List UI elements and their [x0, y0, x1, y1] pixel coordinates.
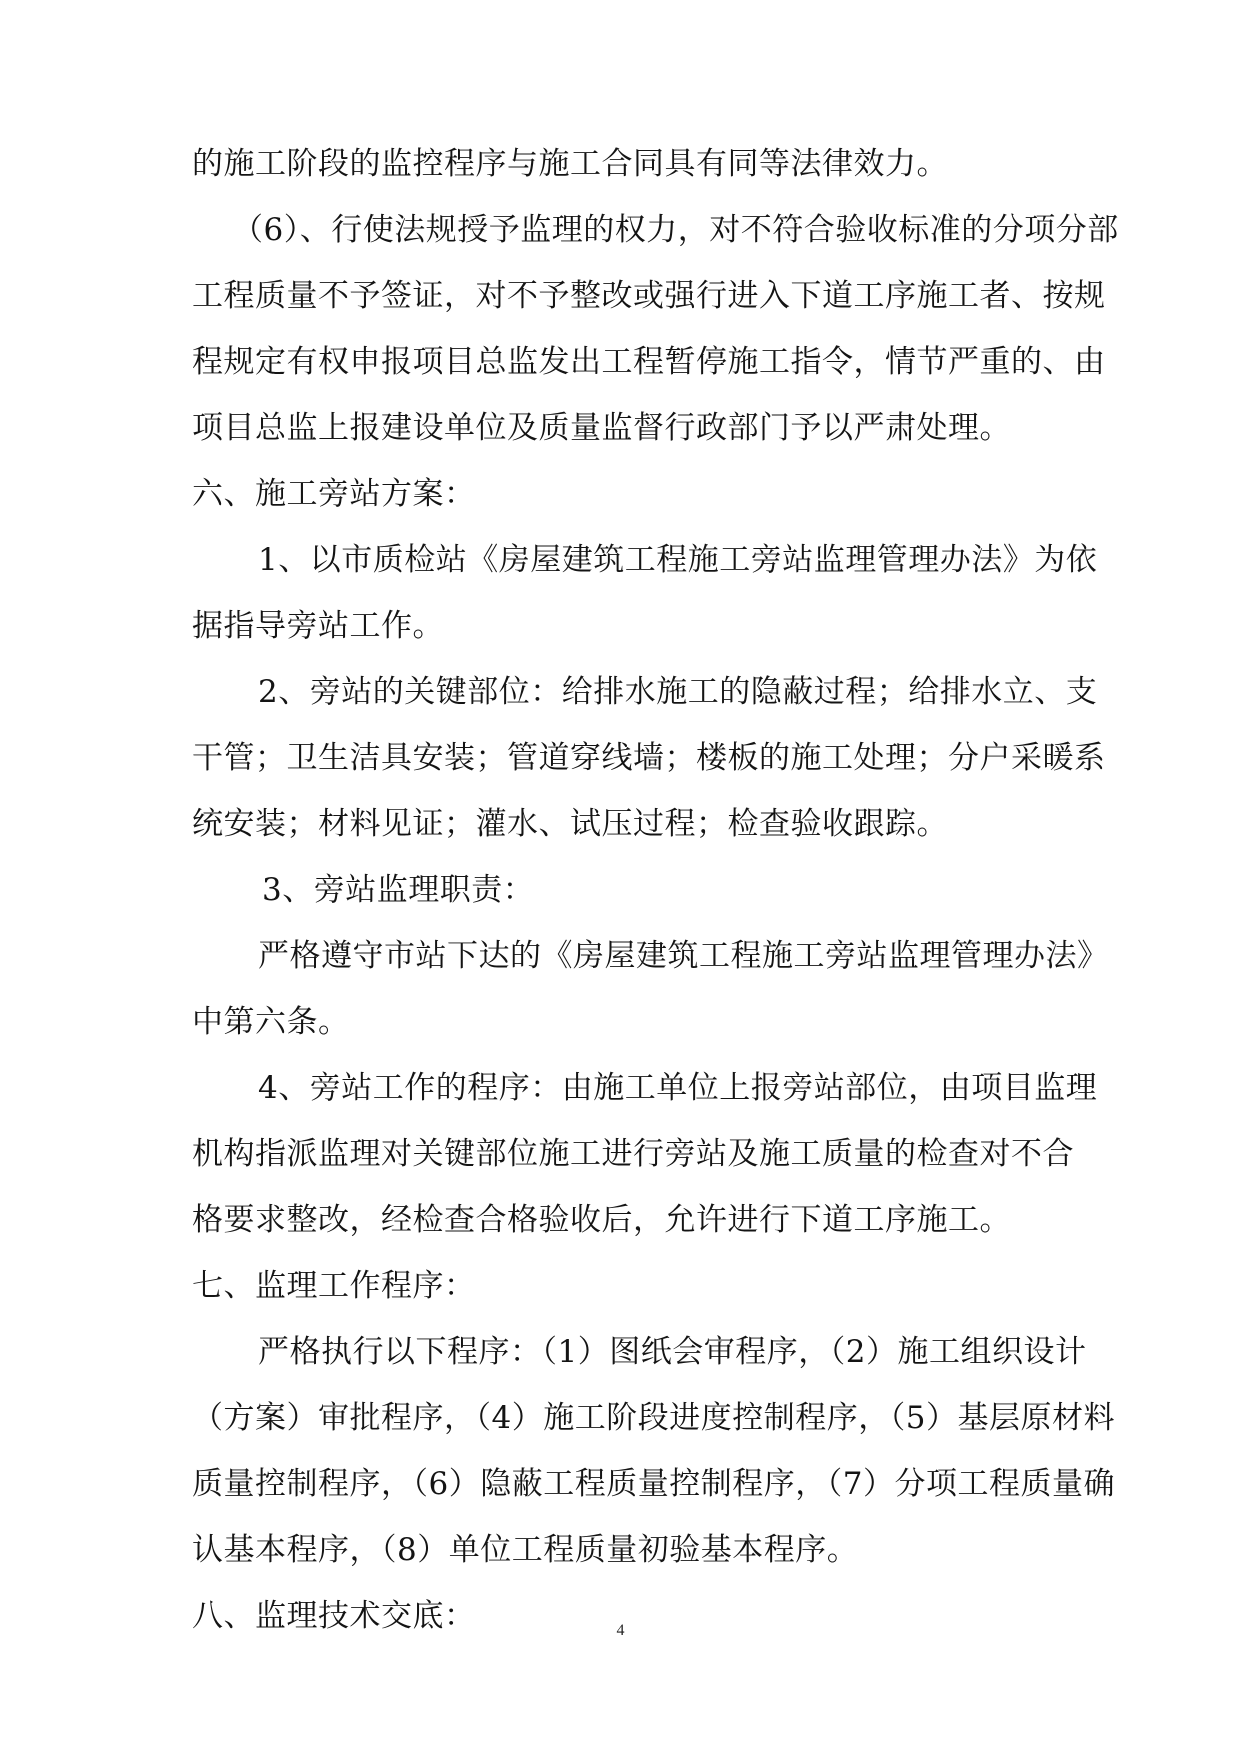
text-line: （6）、行使法规授予监理的权力，对不符合验收标准的分项分部: [232, 212, 1119, 248]
text-line: 统安装；材料见证；灌水、试压过程；检查验收跟踪。: [192, 806, 948, 842]
text-line: 质量控制程序，（6）隐蔽工程质量控制程序，（7）分项工程质量确: [192, 1466, 1115, 1502]
section-heading: 六、施工旁站方案：: [192, 476, 476, 512]
text-line: 2、旁站的关键部位：给排水施工的隐蔽过程；给排水立、支: [258, 674, 1098, 710]
text-line: 严格遵守市站下达的《房屋建筑工程施工旁站监理管理办法》: [258, 938, 1109, 974]
page-number: 4: [616, 1622, 625, 1639]
text-line: （方案）审批程序，（4）施工阶段进度控制程序，（5）基层原材料: [192, 1400, 1115, 1436]
text-line: 的施工阶段的监控程序与施工合同具有同等法律效力。: [192, 146, 948, 182]
text-line: 机构指派监理对关键部位施工进行旁站及施工质量的检查对不合: [192, 1136, 1074, 1172]
text-line: 项目总监上报建设单位及质量监督行政部门予以严肃处理。: [192, 410, 1011, 446]
section-heading: 七、监理工作程序：: [192, 1268, 476, 1304]
subheading: 3、旁站监理职责：: [262, 872, 535, 908]
text-line: 据指导旁站工作。: [192, 608, 444, 644]
text-line: 认基本程序，（8）单位工程质量初验基本程序。: [192, 1532, 859, 1568]
text-line: 中第六条。: [192, 1004, 350, 1040]
section-heading: 八、监理技术交底：: [192, 1598, 476, 1634]
text-line: 格要求整改，经检查合格验收后，允许进行下道工序施工。: [192, 1202, 1011, 1238]
text-line: 干管；卫生洁具安装；管道穿线墙；楼板的施工处理；分户采暖系: [192, 740, 1106, 776]
text-line: 1、以市质检站《房屋建筑工程施工旁站监理管理办法》为依: [258, 542, 1098, 578]
text-line: 4、旁站工作的程序：由施工单位上报旁站部位，由项目监理: [258, 1070, 1098, 1106]
text-line: 程规定有权申报项目总监发出工程暂停施工指令，情节严重的、由: [192, 344, 1106, 380]
text-line: 严格执行以下程序：（1）图纸会审程序，（2）施工组织设计: [258, 1334, 1087, 1370]
text-line: 工程质量不予签证，对不予整改或强行进入下道工序施工者、按规: [192, 278, 1106, 314]
